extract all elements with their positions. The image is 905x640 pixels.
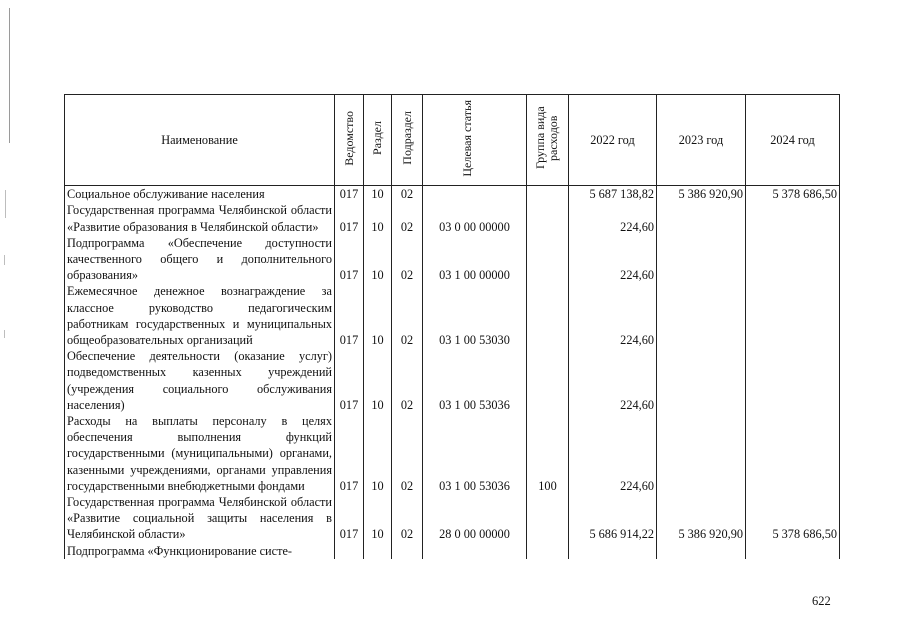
scan-margin-line <box>9 8 10 143</box>
row-gruppa <box>527 348 569 413</box>
page-number: 622 <box>812 594 831 608</box>
row-tselevaya: 03 1 00 53036 <box>423 413 527 494</box>
row-2024 <box>746 202 840 234</box>
header-podrazdel: Подраздел <box>392 95 423 186</box>
table-row <box>65 235 840 284</box>
table-row <box>65 413 840 494</box>
row-gruppa <box>527 543 569 559</box>
row-podrazdel: 02 <box>392 348 423 413</box>
row-2023 <box>657 235 746 284</box>
scan-artifact <box>4 330 5 338</box>
table-row <box>65 543 840 559</box>
row-vedomstvo: 017 <box>335 494 364 543</box>
row-tselevaya: 28 0 00 00000 <box>423 494 527 543</box>
row-2024: 5 378 686,50 <box>746 186 840 203</box>
row-gruppa <box>527 494 569 543</box>
row-name: Подпрограмма «Обеспечение доступности качественного общего и дополнительного образования» <box>65 235 335 284</box>
row-2023 <box>657 413 746 494</box>
row-2022: 224,60 <box>569 202 657 234</box>
row-2024 <box>746 235 840 284</box>
table-row <box>65 202 840 234</box>
header-name: Наименование <box>65 95 335 186</box>
row-2022: 224,60 <box>569 283 657 348</box>
header-gruppa: Группа вида расходов <box>527 95 569 186</box>
row-gruppa <box>527 235 569 284</box>
row-tselevaya: 03 1 00 53030 <box>423 283 527 348</box>
row-name: Государственная программа Челябинской области «Развитие образования в Челябинской области» <box>65 202 335 234</box>
row-razdel: 10 <box>364 413 392 494</box>
budget-table <box>64 94 840 559</box>
header-2022: 2022 год <box>569 95 657 186</box>
row-gruppa <box>527 186 569 203</box>
row-vedomstvo: 017 <box>335 283 364 348</box>
row-name: Социальное обслуживание населения <box>65 186 335 203</box>
table-header-row <box>65 95 840 186</box>
row-razdel: 10 <box>364 494 392 543</box>
row-gruppa: 100 <box>527 413 569 494</box>
row-podrazdel: 02 <box>392 235 423 284</box>
row-razdel: 10 <box>364 348 392 413</box>
row-2023 <box>657 283 746 348</box>
row-2023 <box>657 348 746 413</box>
row-gruppa <box>527 202 569 234</box>
row-tselevaya <box>423 543 527 559</box>
row-name: Расходы на выплаты персоналу в целях обеспечения выполнения функций государственными (муниципальными) органами, казенными учреждениями, органами управления государственными внебюджетными фондами <box>65 413 335 494</box>
row-razdel <box>364 543 392 559</box>
scan-artifact <box>4 255 5 265</box>
row-podrazdel: 02 <box>392 494 423 543</box>
row-name: Государственная программа Челябинской области «Развитие социальной защиты населения в Челябинской области» <box>65 494 335 543</box>
table-row <box>65 283 840 348</box>
row-vedomstvo: 017 <box>335 235 364 284</box>
row-vedomstvo: 017 <box>335 202 364 234</box>
header-2024: 2024 год <box>746 95 840 186</box>
row-2024: 5 378 686,50 <box>746 494 840 543</box>
row-razdel: 10 <box>364 235 392 284</box>
row-2024 <box>746 348 840 413</box>
row-2022: 224,60 <box>569 413 657 494</box>
row-2023 <box>657 202 746 234</box>
row-tselevaya: 03 1 00 53036 <box>423 348 527 413</box>
row-podrazdel <box>392 543 423 559</box>
header-razdel: Раздел <box>364 95 392 186</box>
table-row <box>65 186 840 203</box>
row-razdel: 10 <box>364 283 392 348</box>
row-2024 <box>746 283 840 348</box>
row-tselevaya: 03 0 00 00000 <box>423 202 527 234</box>
row-2022: 224,60 <box>569 348 657 413</box>
row-tselevaya: 03 1 00 00000 <box>423 235 527 284</box>
row-podrazdel: 02 <box>392 413 423 494</box>
row-razdel: 10 <box>364 186 392 203</box>
header-2023: 2023 год <box>657 95 746 186</box>
row-name: Ежемесячное денежное вознаграждение за классное руководство педагогическим работникам государственных и муниципальных общеобразовательных организаций <box>65 283 335 348</box>
row-gruppa <box>527 283 569 348</box>
row-2024 <box>746 413 840 494</box>
header-tselevaya: Целевая статья <box>423 95 527 186</box>
row-2022: 224,60 <box>569 235 657 284</box>
row-2023: 5 386 920,90 <box>657 494 746 543</box>
row-podrazdel: 02 <box>392 202 423 234</box>
row-vedomstvo <box>335 543 364 559</box>
row-vedomstvo: 017 <box>335 186 364 203</box>
table-row <box>65 348 840 413</box>
row-2022: 5 686 914,22 <box>569 494 657 543</box>
row-tselevaya <box>423 186 527 203</box>
row-name: Подпрограмма «Функционирование систе- <box>65 543 335 559</box>
header-vedomstvo: Ведомство <box>335 95 364 186</box>
scan-artifact <box>5 190 6 218</box>
row-2024 <box>746 543 840 559</box>
row-podrazdel: 02 <box>392 283 423 348</box>
row-podrazdel: 02 <box>392 186 423 203</box>
row-name: Обеспечение деятельности (оказание услуг) подведомственных казенных учреждений (учреждения социального обслуживания населения) <box>65 348 335 413</box>
row-vedomstvo: 017 <box>335 348 364 413</box>
row-2022: 5 687 138,82 <box>569 186 657 203</box>
row-2023 <box>657 543 746 559</box>
row-2023: 5 386 920,90 <box>657 186 746 203</box>
row-2022 <box>569 543 657 559</box>
row-razdel: 10 <box>364 202 392 234</box>
table-row <box>65 494 840 543</box>
row-vedomstvo: 017 <box>335 413 364 494</box>
